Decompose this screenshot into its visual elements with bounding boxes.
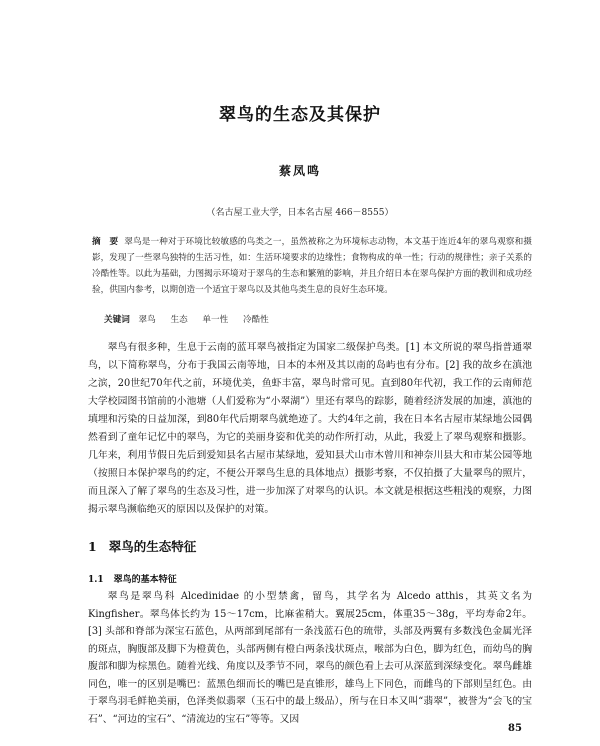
section-number: 1	[88, 539, 97, 554]
page-number: 85	[508, 723, 522, 734]
keywords-label: 关键词	[104, 315, 130, 325]
subsection-number: 1.1	[88, 575, 104, 585]
keyword-item: 冷酷性	[242, 315, 269, 325]
intro-paragraph: 翠鸟有很多种，生息于云南的蓝耳翠鸟被指定为国家二级保护鸟类。[1] 本文所说的翠鸟指普通翠鸟，以下简称翠鸟，分布于我国云南等地，日本的本州及其以南的岛屿也有分布。[2] 我的故乡在滇池之滨，20世纪70年代之前，环境优美，鱼虾丰富，翠鸟时常可见。直到80年代初，我工作的云南师范大学校园图书馆前的小池塘（人们爱称为“小翠湖”）里还有翠鸟的踪影，随着经济发展的加速，滇池的填埋和污染的日益加深，到80年代后期翠鸟就绝迹了。大约4年之前，我在日本名古屋市某绿地公园偶然看到了童年记忆中的翠鸟，为它的美丽身姿和优美的动作所打动，从此，我爱上了翠鸟观察和摄影。几年来，利用节假日先后到爱知县名古屋市某绿地，爱知县犬山市木曾川和神奈川县大和市某公园等地（按照日本保护翠鸟的约定，不便公开翠鸟生息的具体地点）摄影考察，不仅拍摄了大量翠鸟的照片，而且深入了解了翠鸟的生态及习性，进一步加深了对翠鸟的认识。本文就是根据这些粗浅的观察，力图揭示翠鸟濒临绝灭的原因以及保护的对策。	[88, 342, 532, 515]
author-name: 蔡凤鸣	[278, 164, 321, 178]
subsection-heading	[88, 572, 177, 585]
author-affiliation: （名古屋工业大学，日本名古屋 466－8555）	[206, 208, 394, 218]
body-paragraph: 翠鸟是翠鸟科 Alcedinidae 的小型禁禽，留鸟，其学名为 Alcedo atthis，其英文名为 Kingfisher。翠鸟体长约为 15～17cm，比麻雀稍大。翼展25cm，体重35～38g，平均寿命2年。[3] 头部和脊部为深宝石蓝色，从两部到尾部有一条浅蓝石色的琉带，头部及两翼有多数浅色金属光泽的斑点，胸腹部及脚下为橙黄色，头部两侧有橙白两条浅状斑点，喉部为白色，脚为红色，而幼鸟的胸腹部和脚为棕黑色。随着光线、角度以及季节不同，翠鸟的颜色看上去可从深蓝到深绿变化。翠鸟雌雄同色，唯一的区别是嘴巴：蓝黑色细而长的嘴巴是直锥形，雄鸟上下同色，而雌鸟的下部则呈红色。由于翠鸟羽毛鲜艳美丽，色泽类似翡翠（玉石中的最上级品），所与在日本又叫“翡翠”，被誉为“会飞的宝石”、“河边的宝石”、“清流边的宝石”等等。又因	[88, 591, 532, 725]
abstract	[92, 234, 532, 298]
subsection-title: 翠鸟的基本特征	[113, 575, 177, 585]
keyword-item: 翠鸟	[138, 315, 156, 325]
article-title: 翠鸟的生态及其保护	[219, 105, 381, 125]
section-title: 翠鸟的生态特征	[108, 539, 197, 554]
keywords	[104, 313, 534, 325]
section-heading	[88, 537, 196, 555]
keyword-item: 生态	[170, 315, 188, 325]
abstract-label: 摘 要	[92, 237, 119, 247]
abstract-text: 翠鸟是一种对于环境比较敏感的鸟类之一，虽然被称之为环境标志动物，本文基于连近4年的翠鸟观察和摄影，发现了一些翠鸟独特的生活习性，如：生活环境要求的边缘性；食物构成的单一性；行动的规律性；亲子关系的冷酷性等。以此为基础，力图揭示环境对于翠鸟的生态和繁殖的影响，并且介绍日本在翠鸟保护方面的教训和成功经验，供国内参考，以期创造一个适宜于翠鸟以及其他鸟类生息的良好生态环境。	[92, 237, 532, 295]
section-body	[88, 588, 532, 728]
keyword-item: 单一性	[202, 315, 229, 325]
introduction	[88, 339, 532, 519]
